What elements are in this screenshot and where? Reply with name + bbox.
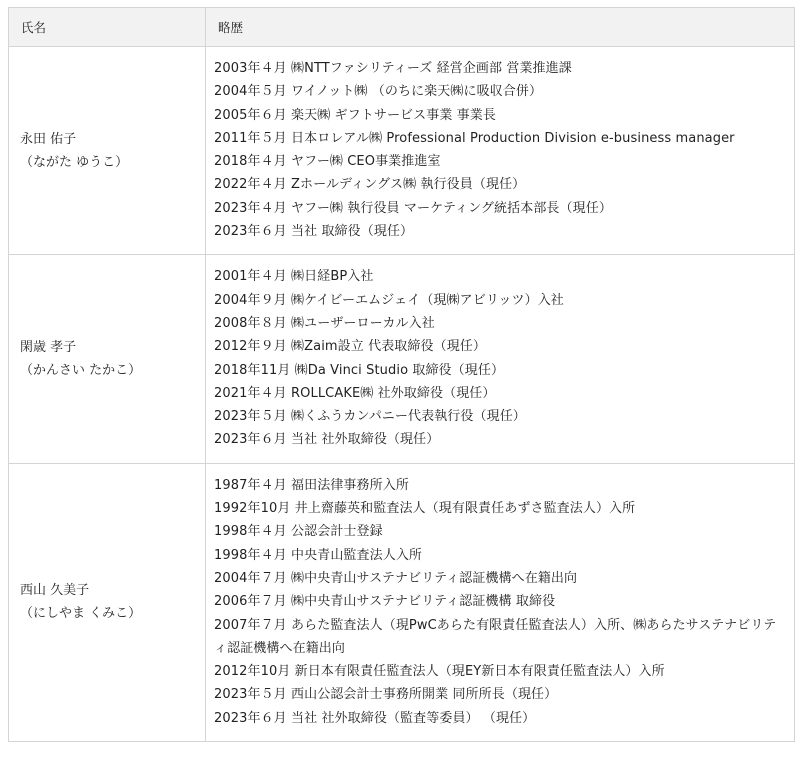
history-entry: 2004年５月 ワイノット㈱ （のちに楽天㈱に吸収合併） (214, 84, 543, 100)
person-history-cell (206, 255, 795, 463)
history-entry: 1998年４月 公認会計士登録 (214, 524, 383, 540)
header-history: 略歴 (206, 8, 795, 47)
history-entry: 2023年５月 西山公認会計士事務所開業 同所所長（現任） (214, 687, 558, 703)
header-name: 氏名 (9, 8, 206, 47)
history-entry: 2021年４月 ROLLCAKE㈱ 社外取締役（現任） (214, 385, 496, 401)
person-name-reading: （にしやま くみこ） (20, 606, 142, 622)
header-row (9, 8, 795, 47)
history-entry: 2008年８月 ㈱ユーザーローカル入社 (214, 315, 435, 331)
history-entry: 2005年６月 楽天㈱ ギフトサービス事業 事業長 (214, 107, 496, 123)
person-row (9, 47, 795, 255)
history-entry: 2018年４月 ヤフー㈱ CEO事業推進室 (214, 154, 441, 170)
person-name-reading: （ながた ゆうこ） (20, 154, 129, 170)
person-name: 永田 佑子 (20, 131, 77, 147)
history-entry: 2022年４月 Zホールディングス㈱ 執行役員（現任） (214, 177, 526, 193)
history-entry: 2003年４月 ㈱NTTファシリティーズ 経営企画部 営業推進課 (214, 61, 572, 76)
history-entry: 2023年６月 当社 取締役（現任） (214, 224, 414, 240)
person-history-cell (206, 47, 795, 255)
person-row (9, 463, 795, 741)
history-entry: 2004年９月 ㈱ケイビーエムジェイ（現㈱アビリッツ）入社 (214, 292, 564, 308)
history-entry: 1987年４月 福田法律事務所入所 (214, 477, 409, 493)
person-name-cell (9, 463, 206, 741)
person-name: 西山 久美子 (20, 583, 90, 599)
history-entry: 1992年10月 井上齋藤英和監査法人（現有限責任あずさ監査法人）入所 (214, 501, 636, 517)
history-entry: 2007年７月 あらた監査法人（現PwCあらた有限責任監査法人）入所、㈱あらたサステナビリティ認証機構へ在籍出向 (214, 617, 777, 656)
person-name-cell (9, 255, 206, 463)
history-entry: 2012年10月 新日本有限責任監査法人（現EY新日本有限責任監査法人）入所 (214, 664, 665, 680)
history-entry: 2001年４月 ㈱日経BP入社 (214, 269, 374, 285)
officer-biography-table (8, 7, 795, 742)
history-entry: 2023年６月 当社 社外取締役（監査等委員） （現任） (214, 710, 536, 726)
person-name: 閑歳 孝子 (20, 340, 77, 356)
history-entry: 2004年７月 ㈱中央青山サステナビリティ認証機構へ在籍出向 (214, 570, 578, 586)
history-entry: 2018年11月 ㈱Da Vinci Studio 取締役（現任） (214, 362, 505, 378)
history-entry: 2011年５月 日本ロレアル㈱ Professional Production Division e-business manager (214, 130, 735, 146)
person-name-cell (9, 47, 206, 255)
history-entry: 2023年６月 当社 社外取締役（現任） (214, 432, 440, 448)
person-row (9, 255, 795, 463)
person-name-reading: （かんさい たかこ） (20, 363, 142, 379)
history-entry: 2012年９月 ㈱Zaim設立 代表取締役（現任） (214, 339, 486, 355)
person-history-cell (206, 463, 795, 741)
history-entry: 2023年５月 ㈱くふうカンパニー代表執行役（現任） (214, 409, 526, 425)
history-entry: 2023年４月 ヤフー㈱ 執行役員 マーケティング統括本部長（現任） (214, 200, 612, 216)
history-entry: 1998年４月 中央青山監査法人入所 (214, 547, 423, 563)
history-entry: 2006年７月 ㈱中央青山サステナビリティ認証機構 取締役 (214, 594, 556, 610)
